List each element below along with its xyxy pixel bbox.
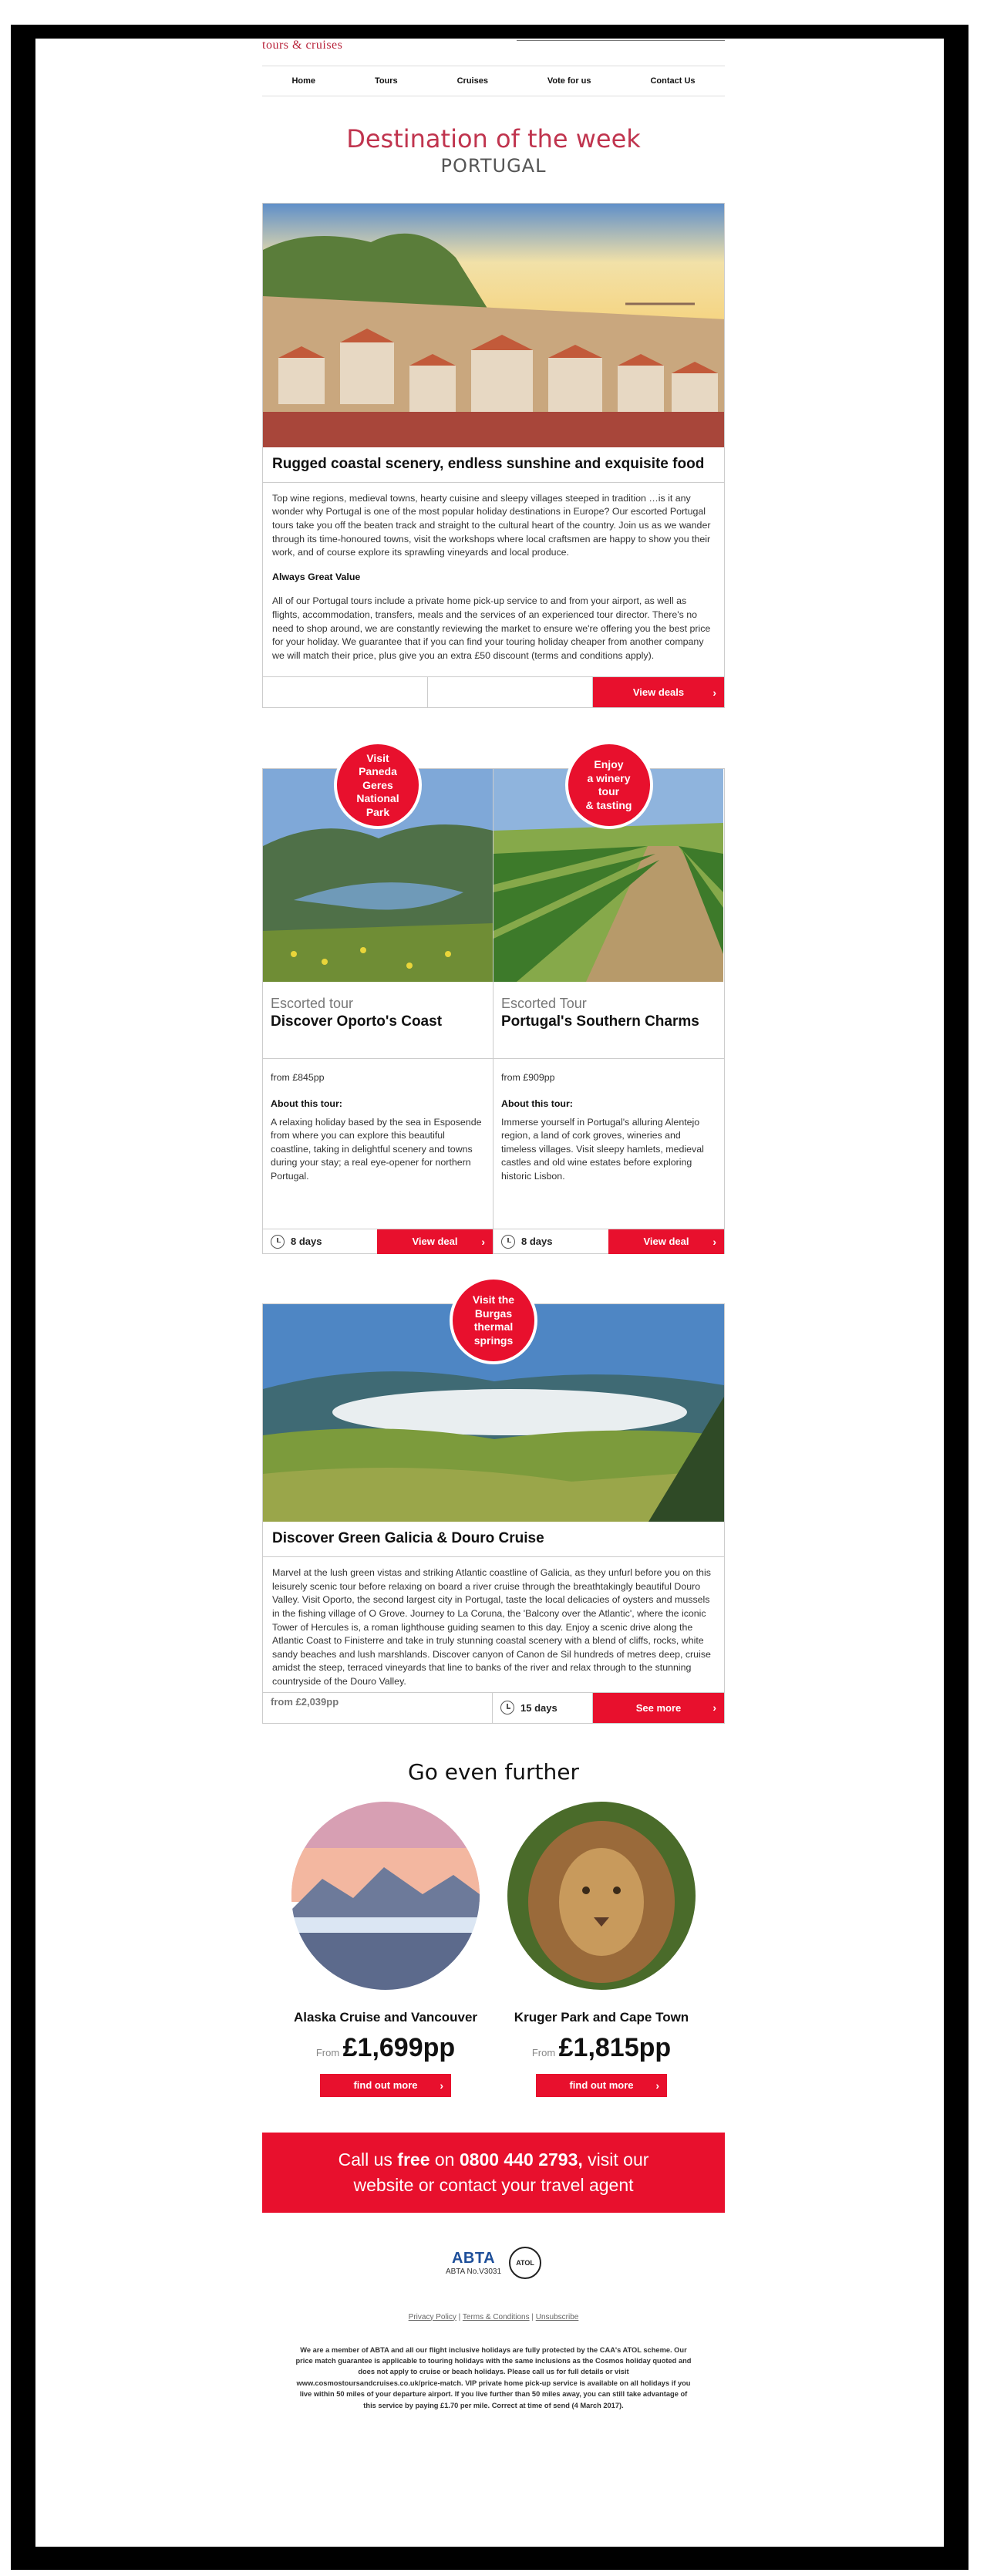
tour-header: [494, 982, 724, 1059]
abta-number: ABTA No.V3031: [445, 2267, 502, 2276]
lisbon-illustration: [263, 204, 724, 447]
galicia-card: [262, 1293, 725, 1723]
call-line-2: website or contact your travel agent: [353, 2174, 634, 2195]
atol-logo-icon: ATOL: [509, 2247, 541, 2279]
link-separator: |: [529, 2312, 536, 2321]
feature-paragraph-2: All of our Portugal tours include a private home pick-up service to and from your airport, as well as flights, accommodation, transfers, meals and the services of an experienced tour director. There's no need to shop around, we are constantly reviewing the market to ensure we're offering you the best price for your holiday. We guarantee that if you can find your touring holiday cheaper from another company we will match their price, plus give you an extra £50 discount (terms and conditions apply).: [272, 595, 711, 661]
nav-cruises[interactable]: Cruises: [456, 76, 488, 86]
feature-card: [262, 203, 725, 708]
tour-duration: [494, 1235, 608, 1249]
nav-home[interactable]: Home: [291, 76, 316, 86]
chevron-right-icon: ›: [481, 1235, 485, 1248]
galicia-days: 15 days: [520, 1701, 558, 1714]
alaska-photo[interactable]: [291, 1802, 480, 1990]
further-name: Kruger Park and Cape Town: [514, 2009, 689, 2025]
abta-word: ABTA: [451, 2249, 496, 2267]
clock-icon: [271, 1235, 285, 1249]
further-price: [505, 2033, 698, 2063]
further-price: [289, 2033, 482, 2063]
chevron-right-icon: ›: [440, 2079, 443, 2092]
call-phone[interactable]: 0800 440 2793,: [459, 2149, 583, 2170]
further-item-alaska: [289, 1802, 482, 2097]
call-post: visit our: [582, 2149, 649, 2170]
galicia-title[interactable]: Discover Green Galicia & Douro Cruise: [263, 1522, 724, 1557]
footer-links: [262, 2313, 725, 2321]
feature-button-spacer-2: [428, 677, 593, 707]
abta-logo: [446, 2250, 501, 2276]
view-deal-button[interactable]: [608, 1229, 724, 1254]
legal-text: We are a member of ABTA and all our flight inclusive holidays are fully protected by the CAA's ATOL scheme. Our price match guarantee is applicable to touring holidays with the same inclusions as the Cosmos holiday quoted and does not apply to cruise or beach holidays. Please call us for full details or visit www.cosmostoursandcruises.co.uk/price-match. VIP private home pick-up service is available on all holidays if you live within 50 miles of your departure airport. If you live further than 50 miles away, you can still take advantage of this service by paying £1.70 per mile. Correct at time of send (4 March 2017).: [295, 2345, 692, 2409]
tour-days: 8 days: [521, 1236, 553, 1248]
lion-illustration: [507, 1802, 696, 1990]
privacy-link[interactable]: Privacy Policy: [408, 2312, 456, 2321]
tour-card-oporto: [262, 751, 494, 1254]
feature-button-row: [263, 676, 724, 707]
further-title: Go even further: [408, 1758, 579, 1785]
call-us-banner[interactable]: [262, 2133, 725, 2213]
tour-body: [263, 1059, 493, 1229]
main-nav: [262, 66, 725, 96]
tour-card-south: [494, 758, 725, 1254]
destination-title: Destination of the week: [346, 124, 641, 153]
brand-logo[interactable]: tours & cruises: [262, 39, 343, 52]
galicia-body: Marvel at the lush green vistas and striking Atlantic coastline of Galicia, as they unfurl before you on this leisurely scenic tour before relaxing on board a river cruise through the breathtakingly beautiful Douro Valley. Visit Oporto, the second largest city in Portugal, taste the local delicacies of oysters and mussels in the fishing village of O Grove. Journey to La Coruna, the 'Balcony over the Atlantic', where the iconic Tower of Hercules is, a roman lighthouse guiding seamen to this day. Enjoy a scenic drive along the Atlantic Coast to Finisterre and take in truly stunning coastal scenery with a blend of cliffs, rocks, white sandy beaches and lush marshlands. Discover canyon of Canon de Sil hundreds of metres deep, cruise amidst the steep, terraced vineyards that line to banks of the river and relax through to the stunning countryside of the Douro Valley.: [272, 1567, 711, 1687]
alaska-illustration: [291, 1802, 480, 1990]
tour-price: from £909pp: [501, 1072, 555, 1084]
price-amount: £1,699pp: [342, 2032, 456, 2062]
call-line-1: [339, 2147, 649, 2172]
lisbon-photo[interactable]: [263, 204, 724, 447]
call-free: free: [397, 2149, 430, 2170]
price-from-label: From: [531, 2046, 556, 2058]
tour-footer: [263, 1229, 493, 1253]
find-out-more-button[interactable]: [536, 2074, 667, 2097]
chevron-right-icon: ›: [712, 1235, 716, 1248]
see-more-label: See more: [635, 1701, 682, 1714]
link-separator: |: [456, 2312, 463, 2321]
nav-vote[interactable]: Vote for us: [547, 76, 591, 86]
tour-name[interactable]: Discover Oporto's Coast: [271, 1013, 443, 1030]
destination-country: PORTUGAL: [440, 155, 547, 177]
feature-subtitle: Always Great Value: [272, 571, 361, 582]
lion-photo[interactable]: [507, 1802, 696, 1990]
badge-winery: Enjoy a winery tour & tasting: [565, 741, 653, 829]
chevron-right-icon: ›: [712, 1701, 716, 1715]
chevron-right-icon: ›: [712, 686, 716, 699]
tour-kind: Escorted Tour: [501, 996, 587, 1012]
tour-body: [494, 1059, 724, 1229]
find-out-more-label: find out more: [569, 2079, 634, 2092]
view-deals-button[interactable]: [593, 677, 724, 707]
badge-geres: Visit Paneda Geres National Park: [334, 741, 422, 829]
feature-title: Rugged coastal scenery, endless sunshine and exquisite food: [263, 447, 724, 483]
find-out-more-button[interactable]: [320, 2074, 451, 2097]
price-from-label: From: [315, 2046, 340, 2058]
feature-paragraph-1: Top wine regions, medieval towns, hearty cuisine and sleepy villages steeped in tradition …is it any wonder why Portugal is one of the most popular holiday destinations in Europe? Our escorted Portugal tours take you off the beaten track and straight to the cultural heart of the country. Join us as we wander through its time-honoured towns, visit the workshops where local craftsmen are happy to show you their work, and of course explore its sprawling vineyards and local produce.: [272, 492, 711, 558]
galicia-footer: [263, 1692, 724, 1723]
tour-about-text: A relaxing holiday based by the sea in Esposende from where you can explore this beautiful coastline, taking in delightful scenery and towns during your stay; a real eye-opener for northern Portugal.: [271, 1116, 482, 1182]
badge-burgas: Visit the Burgas thermal springs: [450, 1276, 537, 1364]
nav-contact[interactable]: Contact Us: [650, 76, 696, 86]
tour-kind: Escorted tour: [271, 996, 354, 1012]
feature-button-spacer: [263, 677, 428, 707]
view-deal-label: View deal: [412, 1236, 458, 1248]
further-list: [262, 1802, 725, 2097]
tour-pair: [262, 751, 725, 1254]
view-deal-label: View deal: [643, 1236, 689, 1248]
price-amount: £1,815pp: [558, 2032, 672, 2062]
destination-heading: [262, 124, 725, 177]
terms-link[interactable]: Terms & Conditions: [462, 2312, 530, 2321]
tour-duration: [263, 1235, 377, 1249]
view-deals-label: View deals: [632, 686, 685, 699]
galicia-duration: [493, 1693, 593, 1723]
call-on: on: [429, 2149, 460, 2170]
email-canvas: [35, 39, 944, 2547]
tour-name[interactable]: Portugal's Southern Charms: [501, 1013, 699, 1030]
clock-icon: [500, 1701, 514, 1715]
unsubscribe-link[interactable]: Unsubscribe: [535, 2312, 579, 2321]
clock-icon: [501, 1235, 515, 1249]
tour-about-text: Immerse yourself in Portugal's alluring Alentejo region, a land of cork groves, wineries and timeless villages. Visit sleepy hamlets, medieval castles and old wine estates before exploring historic Lisbon.: [501, 1116, 704, 1182]
call-pre: Call us: [338, 2149, 398, 2170]
header-link-rule: [517, 40, 725, 41]
further-name: Alaska Cruise and Vancouver: [293, 2009, 478, 2025]
chevron-right-icon: ›: [655, 2079, 659, 2092]
see-more-button[interactable]: [593, 1693, 724, 1723]
find-out-more-label: find out more: [353, 2079, 418, 2092]
tour-days: 8 days: [291, 1236, 322, 1248]
email-body: [262, 39, 725, 2411]
email-header: [262, 39, 725, 66]
tour-footer: [494, 1229, 724, 1253]
further-item-kruger: [505, 1802, 698, 2097]
accreditation: [262, 2247, 725, 2279]
tour-about-label: About this tour:: [271, 1098, 342, 1109]
tour-about-label: About this tour:: [501, 1098, 573, 1109]
tour-price: from £845pp: [271, 1072, 325, 1084]
nav-tours[interactable]: Tours: [374, 76, 398, 86]
view-deal-button[interactable]: [377, 1229, 493, 1254]
galicia-price: from £2,039pp: [263, 1693, 493, 1723]
tour-header: [263, 982, 493, 1059]
feature-body: [263, 483, 724, 677]
